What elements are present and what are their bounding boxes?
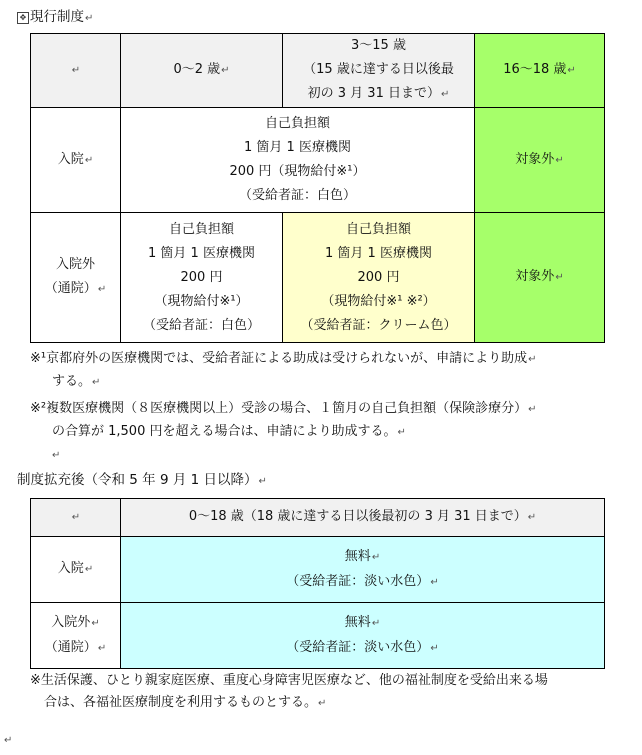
expanded-system-table: [30, 498, 605, 669]
inpatient-free-cell: 無料↵ （受給者証：淡い水色）↵: [121, 537, 605, 603]
header-age-0-18: 0～18 歳（18 歳に達する日以後最初の 3 月 31 日まで）↵: [121, 499, 605, 537]
row-label-outpatient: 入院外 （通院）↵: [31, 213, 121, 343]
row-label-inpatient: 入院↵: [31, 108, 121, 213]
outpatient-0-2-cell: 自己負担額 1 箇月 1 医療機関 200 円 （現物給付※¹） （受給者証：白色）: [121, 213, 283, 343]
inpatient-16-18-cell: 対象外↵: [475, 108, 605, 213]
outpatient-16-18-cell: 対象外↵: [475, 213, 605, 343]
inpatient-content: 自己負担額 1 箇月 1 医療機関 200 円（現物給付※¹） （受給者証：白色）: [121, 108, 475, 213]
row-label-outpatient: 入院外↵ （通院）↵: [31, 603, 121, 669]
table-row: [31, 34, 605, 108]
table-row: [31, 213, 605, 343]
table-row: [31, 603, 605, 669]
current-system-table: [30, 33, 605, 343]
header-age-16-18: 16～18 歳↵: [475, 34, 605, 108]
header-age-3-15: 3～15 歳 （15 歳に達する日以後最 初の 3 月 31 日まで）↵: [283, 34, 475, 108]
table-row: [31, 537, 605, 603]
table-row: [31, 499, 605, 537]
header-empty-cell: ↵: [31, 34, 121, 108]
move-handle-icon[interactable]: ✥: [17, 12, 29, 24]
footnote-1: ※¹京都府外の医療機関では、受給者証による助成は受けられないが、申請により助成↵ する。↵: [30, 351, 537, 389]
row-label-inpatient: 入院↵: [31, 537, 121, 603]
outpatient-3-15-cell: 自己負担額 1 箇月 1 医療機関 200 円 （現物給付※¹ ※²） （受給者証：クリーム色）: [283, 213, 475, 343]
table-row: [31, 108, 605, 213]
section1-title: ✥ 現行制度↵: [17, 8, 93, 28]
section2-title: 制度拡充後（令和 5 年 9 月 1 日以降）↵: [17, 472, 267, 488]
welfare-footnote: ※生活保護、ひとり親家庭医療、重度心身障害児医療など、他の福祉制度を受給出来る場 合は、各福祉医療制度を利用するものとする。↵: [30, 673, 548, 710]
header-age-0-2: 0～2 歳↵: [121, 34, 283, 108]
header-empty-cell: ↵: [31, 499, 121, 537]
outpatient-free-cell: 無料↵ （受給者証：淡い水色）↵: [121, 603, 605, 669]
footnote-2: ※²複数医療機関（８医療機関以上）受診の場合、１箇月の自己負担額（保険診療分）↵ の合算が 1,500 円を超える場合は、申請により助成する。↵: [30, 401, 537, 439]
